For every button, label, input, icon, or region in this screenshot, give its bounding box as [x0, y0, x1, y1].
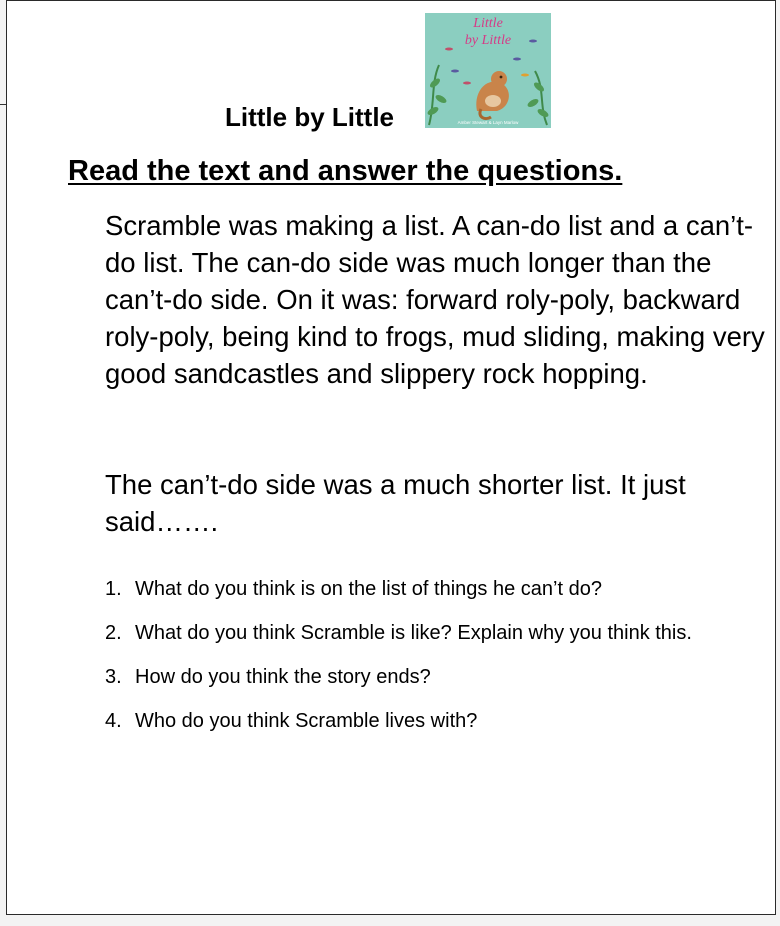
question-text: How do you think the story ends?	[135, 666, 431, 688]
instructions-heading: Read the text and answer the questions.	[68, 155, 623, 187]
question-number: 3.	[105, 666, 122, 688]
cover-title-line1: Little	[473, 16, 503, 31]
question-number: 2.	[105, 622, 122, 644]
cover-title-line2: by Little	[464, 33, 512, 48]
question-item	[105, 574, 755, 604]
worksheet-page	[6, 0, 776, 915]
question-item	[105, 662, 755, 692]
question-number: 1.	[105, 578, 122, 600]
question-item	[105, 706, 755, 736]
question-text: What do you think Scramble is like? Explain why you think this.	[135, 622, 692, 644]
book-cover-image	[425, 13, 551, 128]
question-item	[105, 618, 755, 648]
question-text: What do you think is on the list of things he can’t do?	[135, 578, 602, 600]
page-title: Little by Little	[225, 102, 394, 132]
passage-paragraph-1: Scramble was making a list. A can-do list and a can’t-do list. The can-do side was much longer than the can’t-do side. On it was: forward roly-poly, backward roly-poly, being kind to frogs, mud sliding, making very good sandcastles and slippery rock hopping.	[105, 210, 765, 389]
question-list	[105, 574, 755, 750]
passage-paragraph-2: The can’t-do side was a much shorter list. It just said…….	[105, 469, 686, 537]
cover-authors: Amber Stewart & Layn Marlow	[457, 120, 519, 125]
question-text: Who do you think Scramble lives with?	[135, 710, 478, 732]
question-number: 4.	[105, 710, 122, 732]
